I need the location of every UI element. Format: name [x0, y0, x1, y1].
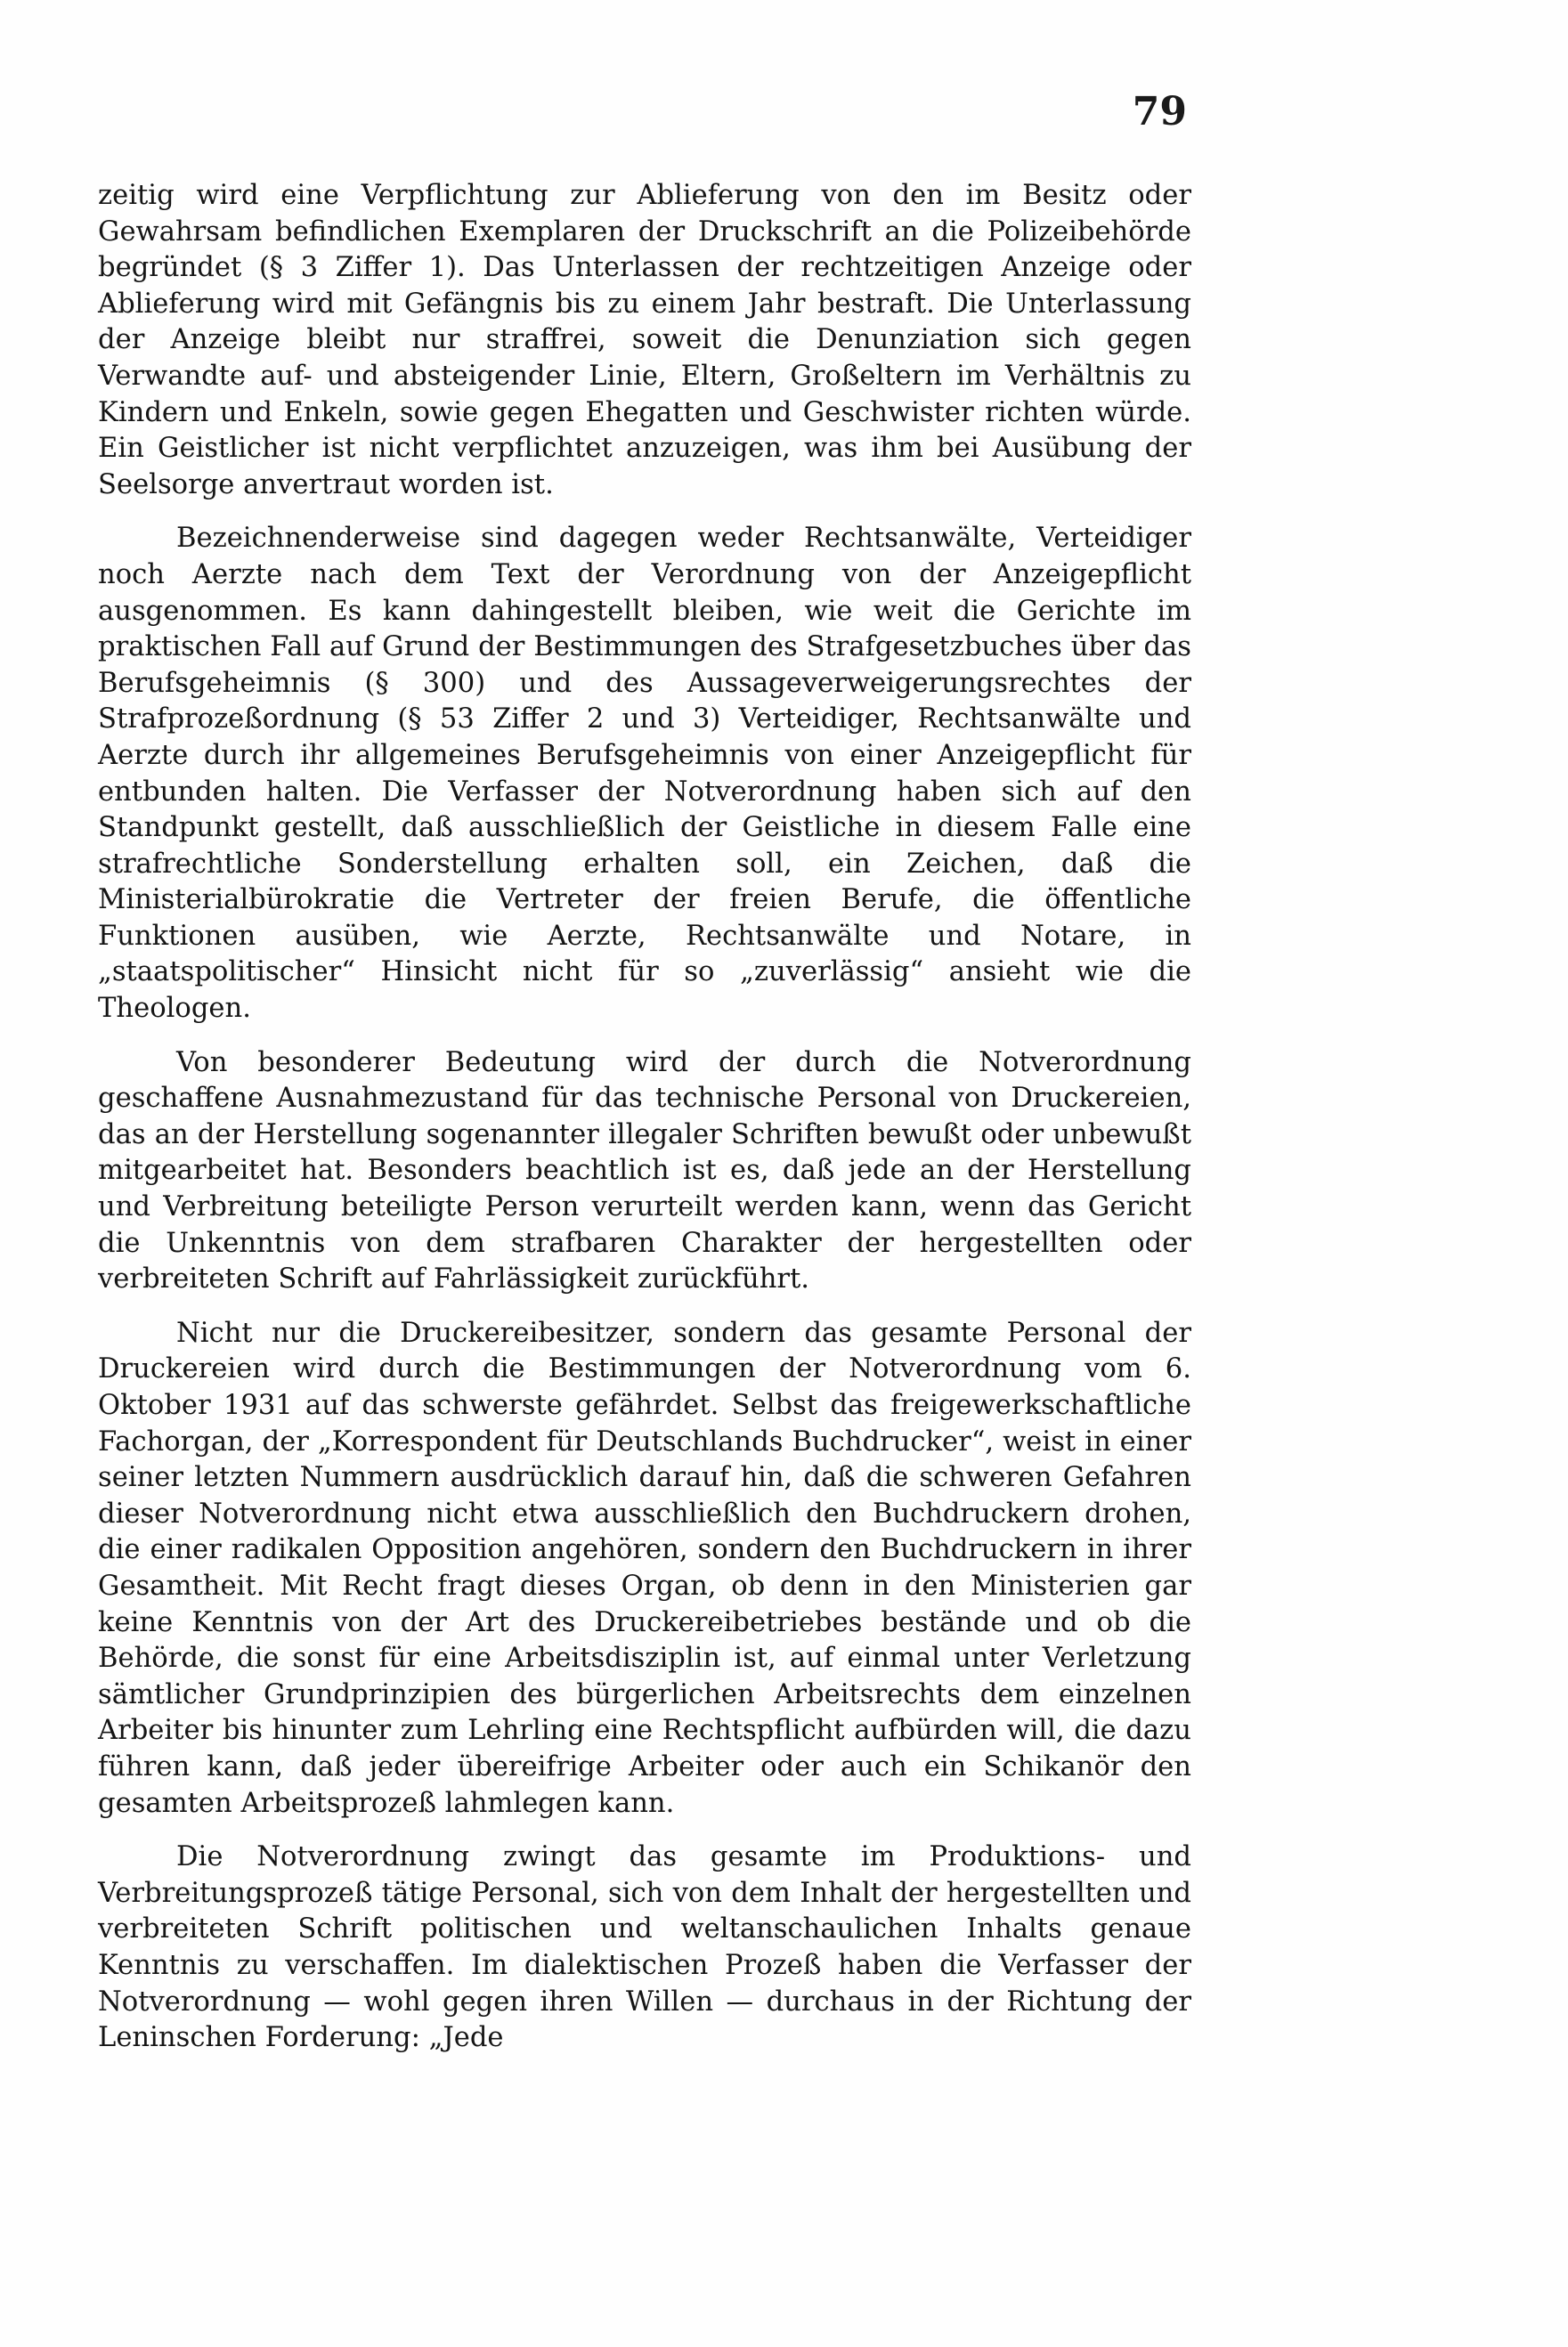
paragraph: Von besonderer Bedeutung wird der durch die Notverordnung geschaffene Ausnahmezustand für das technische Personal von Druckereien, das an der Herstellung sogenannter illegaler Schriften bewußt oder unbewußt mitgearbeitet hat. Besonders beachtlich ist es, daß jede an der Herstellung und Verbreitung beteiligte Person verurteilt werden kann, wenn das Gericht die Unkenntnis von dem strafbaren Charakter der hergestellten oder verbreiteten Schrift auf Fahrlässigkeit zurückführt. [98, 1046, 1191, 1295]
body-text [98, 178, 1191, 2057]
paragraph: Nicht nur die Druckereibesitzer, sondern das gesamte Personal der Druckereien wird durch die Bestimmungen der Notverordnung vom 6. Oktober 1931 auf das schwerste gefährdet. Selbst das freigewerkschaftliche Fachorgan, der „Korrespondent für Deutschlands Buchdrucker“, weist in einer seiner letzten Nummern ausdrücklich darauf hin, daß die schweren Gefahren dieser Notverordnung nicht etwa ausschließlich den Buchdruckern drohen, die einer radikalen Opposition angehören, sondern den Buchdruckern in ihrer Gesamtheit. Mit Recht fragt dieses Organ, ob denn in den Ministerien gar keine Kenntnis von der Art des Druckereibetriebes bestände und ob die Behörde, die sonst für eine Arbeitsdisziplin ist, auf einmal unter Verletzung sämtlicher Grundprinzipien des bürgerlichen Arbeitsrechts dem einzelnen Arbeiter bis hinunter zum Lehrling eine Rechtspflicht aufbürden will, die dazu führen kann, daß jeder übereifrige Arbeiter oder auch ein Schikanör den gesamten Arbeitsprozeß lahmlegen kann. [98, 1317, 1191, 1819]
paragraph: Bezeichnenderweise sind dagegen weder Rechtsanwälte, Verteidiger noch Aerzte nach dem Text der Verordnung von der Anzeigepflicht ausgenommen. Es kann dahingestellt bleiben, wie weit die Gerichte im praktischen Fall auf Grund der Bestimmungen des Strafgesetzbuches über das Berufsgeheimnis (§ 300) und des Aussageverweigerungsrechtes der Strafprozeßordnung (§ 53 Ziffer 2 und 3) Verteidiger, Rechtsanwälte und Aerzte durch ihr allgemeines Berufsgeheimnis von einer Anzeigepflicht für entbunden halten. Die Verfasser der Notverordnung haben sich auf den Standpunkt gestellt, daß ausschließlich der Geistliche in diesem Falle eine strafrechtliche Sonderstellung erhalten soll, ein Zeichen, daß die Ministerialbürokratie die Vertreter der freien Berufe, die öffentliche Funktionen ausüben, wie Aerzte, Rechtsanwälte und Notare, in „staatspolitischer“ Hinsicht nicht für so „zuverlässig“ ansieht wie die Theologen. [98, 523, 1191, 1025]
page-number: 79 [1132, 89, 1187, 134]
paragraph: Die Notverordnung zwingt das gesamte im Produktions- und Verbreitungsprozeß tätige Personal, sich von dem Inhalt der hergestellten und verbreiteten Schrift politischen und weltanschaulichen Inhalts genaue Kenntnis zu verschaffen. Im dialektischen Prozeß haben die Verfasser der Notverordnung — wohl gegen ihren Willen — durchaus in der Richtung der Leninschen Forderung: „Jede [98, 1841, 1191, 2054]
paragraph-continuation: zeitig wird eine Verpflichtung zur Ablieferung von den im Besitz oder Gewahrsam befindlichen Exemplaren der Druckschrift an die Polizeibehörde begründet (§ 3 Ziffer 1). Das Unterlassen der rechtzeitigen Anzeige oder Ablieferung wird mit Gefängnis bis zu einem Jahr bestraft. Die Unterlassung der Anzeige bleibt nur straffrei, soweit die Denunziation sich gegen Verwandte auf- und absteigender Linie, Eltern, Großeltern im Verhältnis zu Kindern und Enkeln, sowie gegen Ehegatten und Geschwister richten würde. Ein Geistlicher ist nicht verpflichtet anzuzeigen, was ihm bei Ausübung der Seelsorge anvertraut worden ist. [98, 180, 1191, 500]
